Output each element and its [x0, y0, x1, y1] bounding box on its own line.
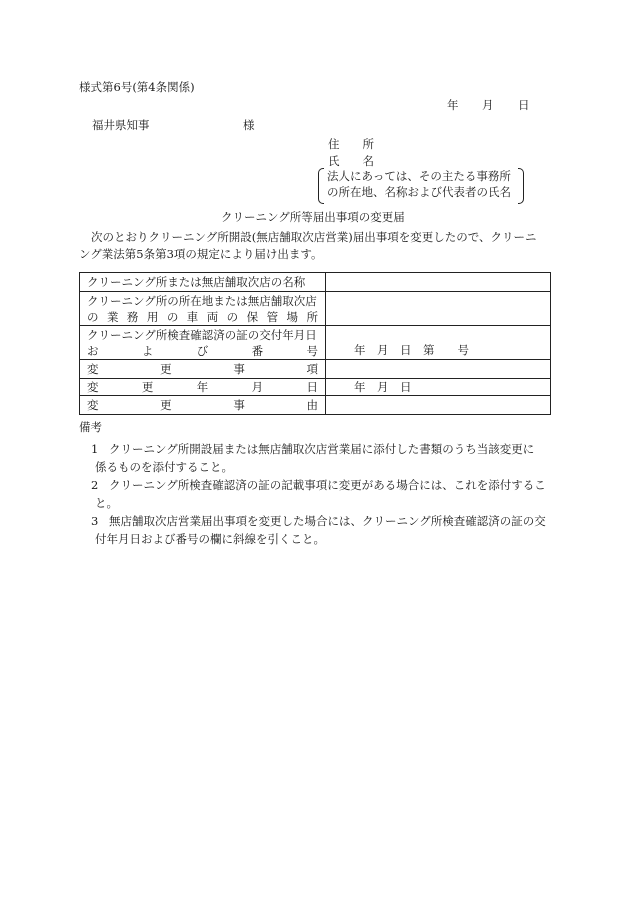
note-line2: 係るものを添付すること。 [95, 460, 233, 474]
right-bracket [518, 168, 524, 204]
corporation-note-line1: 法人にあっては、その主たる事務所 [327, 169, 511, 183]
label-char: 場 [286, 309, 299, 324]
corporation-note-line2: の所在地、名称および代表者の氏名 [327, 185, 511, 199]
table-row [80, 360, 551, 379]
form-number: 様式第6号(第4条関係) [79, 80, 195, 94]
note-line2: と。 [95, 496, 118, 510]
note-line1: 無店舗取次店営業届出事項を変更した場合には、クリーニング所検査確認済の証の交 [109, 514, 546, 528]
label-char: 更 [160, 362, 172, 376]
label-char: 保 [246, 309, 259, 324]
label-char: 用 [146, 309, 159, 324]
table-row [80, 273, 551, 292]
corporation-note [318, 168, 524, 202]
change-reason-value[interactable] [326, 396, 551, 415]
certificate-value[interactable]: 年 月 日 第 号 [326, 326, 551, 360]
addressee-honorific: 様 [243, 118, 255, 132]
date-month-label: 月 [482, 98, 494, 112]
notes-heading: 備考 [79, 420, 102, 434]
label-char: 年 [196, 380, 209, 394]
label-char: 管 [266, 309, 279, 324]
note-line2: 付年月日および番号の欄に斜線を引くこと。 [95, 532, 325, 546]
note-number: 3 [91, 514, 99, 528]
note-line1: クリーニング所検査確認済の証の記載事項に変更がある場合には、これを添付するこ [109, 478, 546, 492]
location-value[interactable] [326, 292, 551, 326]
change-reason-label [80, 396, 326, 415]
table-row [80, 292, 551, 326]
left-bracket [318, 168, 324, 204]
change-item-value[interactable] [326, 360, 551, 379]
table-row [80, 396, 551, 415]
name-label: 氏 名 [328, 154, 374, 168]
note-item [85, 512, 546, 548]
label-char: 項 [306, 362, 318, 376]
label-char: 変 [87, 380, 99, 394]
intro-line2: ング業法第5条第3項の規定により届け出ます。 [79, 247, 323, 261]
label-char: よ [141, 343, 154, 358]
note-line1: クリーニング所開設届または無店舗取次店営業届に添付した書類のうち当該変更に [109, 442, 535, 456]
intro-line1: 次のとおりクリーニング所開設(無店舗取次店営業)届出事項を変更したので、クリーニ [91, 230, 537, 244]
label-char: 車 [186, 309, 199, 324]
certificate-label-line1: クリーニング所検査確認済の証の交付年月日 [87, 327, 317, 342]
facility-name-label: クリーニング所または無店舗取次店の名称 [80, 273, 326, 292]
label-char: 日 [306, 380, 318, 394]
date-day-label: 日 [518, 98, 530, 112]
document-title: クリーニング所等届出事項の変更届 [221, 210, 405, 224]
label-char: お [87, 343, 99, 358]
change-date-label [80, 379, 326, 396]
label-char: の [87, 309, 99, 324]
certificate-label [80, 326, 326, 360]
change-item-label [80, 360, 326, 379]
label-char: 号 [306, 343, 318, 358]
facility-name-value[interactable] [326, 273, 551, 292]
table-row [80, 379, 551, 396]
date-year-label: 年 [447, 98, 459, 112]
note-item [85, 440, 534, 476]
address-label: 住 所 [328, 137, 374, 151]
change-date-value[interactable]: 年 月 日 [326, 379, 551, 396]
location-label [80, 292, 326, 326]
label-char: 変 [87, 362, 99, 376]
label-char: 両 [206, 309, 219, 324]
certificate-label-line2 [87, 343, 318, 359]
label-char: 更 [141, 380, 154, 394]
label-char: 更 [160, 398, 172, 412]
label-char: 月 [251, 380, 264, 394]
location-label-line1: クリーニング所の所在地または無店舗取次店 [87, 293, 317, 308]
label-char: 変 [87, 398, 99, 412]
label-char: の [226, 309, 239, 324]
label-char: 務 [126, 309, 139, 324]
label-char: 業 [106, 309, 119, 324]
addressee-name: 福井県知事 [92, 118, 150, 132]
note-item [85, 476, 546, 512]
label-char: び [196, 343, 209, 358]
label-char: 番 [251, 343, 264, 358]
change-details-table [79, 272, 551, 415]
label-char: 事 [233, 398, 245, 412]
label-char: 事 [233, 362, 245, 376]
label-char: の [166, 309, 179, 324]
location-label-line2 [87, 309, 318, 325]
note-number: 1 [91, 442, 99, 456]
label-char: 由 [306, 398, 318, 412]
label-char: 所 [306, 309, 318, 324]
table-row [80, 326, 551, 360]
note-number: 2 [91, 478, 99, 492]
